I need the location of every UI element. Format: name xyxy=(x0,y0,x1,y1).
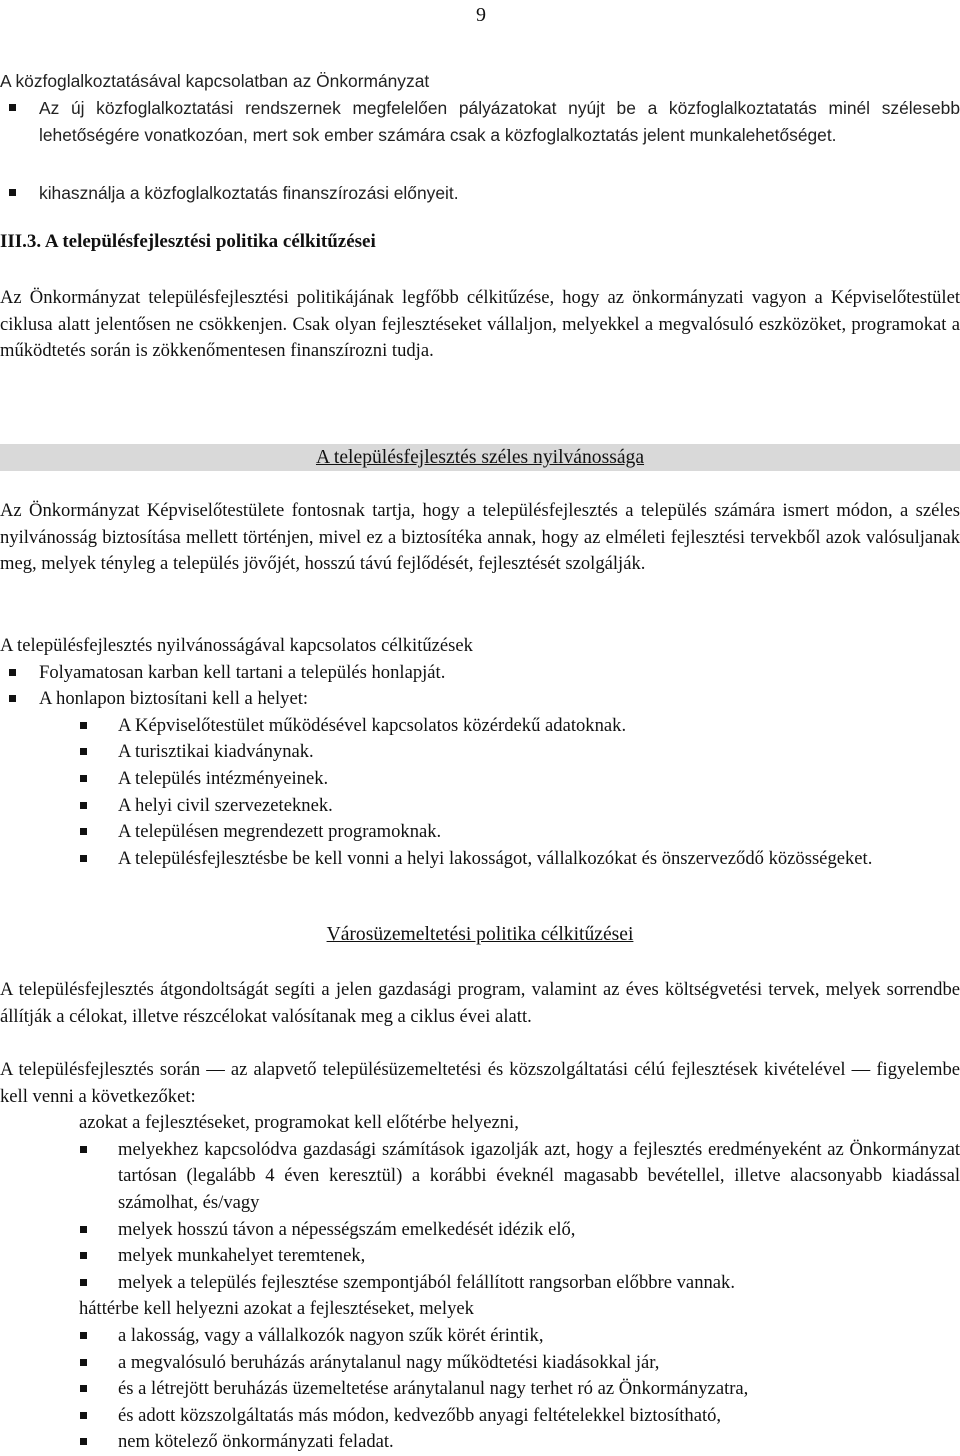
bullet-square-icon xyxy=(80,775,87,782)
bullet-square-icon xyxy=(80,1279,87,1286)
background-heading: háttérbe kell helyezni azokat a fejlesztéseket, melyek xyxy=(79,1298,474,1320)
publicity-sub-bullet-5: A településen megrendezett programoknak. xyxy=(118,821,442,843)
section3-paragraph: Az Önkormányzat településfejlesztési politikájának legfőbb célkitűzése, hogy az önkormányzati vagyon a Képviselőtestület ciklusa alatt jelentősen ne csökkenjen. Csak olyan fejlesztéseket vállaljon, melyekkel a megvalósuló eszközöket, programokat a működtetés során is zökkenőmentesen finanszírozni tudja. xyxy=(0,287,960,362)
publicity-sub-bullet-3: A település intézményeinek. xyxy=(118,767,329,789)
list-item xyxy=(0,1376,960,1403)
bullet-square-icon xyxy=(80,802,87,809)
bullet-square-icon xyxy=(80,1252,87,1259)
section-title: A településfejlesztési politika célkitűzései xyxy=(44,231,376,252)
publicity-heading: A településfejlesztés széles nyilvánossága xyxy=(0,444,960,471)
bullet-square-icon xyxy=(80,1226,87,1233)
section-number: III.3. xyxy=(0,231,42,252)
bullet-square-icon xyxy=(9,695,16,702)
publicity-bullet-2: A honlapon biztosítani kell a helyet: xyxy=(39,688,309,710)
list-item xyxy=(0,766,960,793)
list-item xyxy=(0,819,960,846)
background-bullet-5: nem kötelező önkormányzati feladat. xyxy=(118,1431,394,1453)
intro-section xyxy=(0,68,960,149)
bullet-square-icon xyxy=(80,1438,87,1445)
bullet-square-icon xyxy=(9,104,16,111)
section-heading xyxy=(0,229,960,256)
publicity-goals-block xyxy=(0,633,960,872)
bullet-square-icon xyxy=(80,855,87,862)
city-ops-paragraph2-block xyxy=(0,1057,960,1456)
list-item xyxy=(0,1243,960,1270)
list-item xyxy=(0,1429,960,1456)
publicity-paragraph: Az Önkormányzat Képviselőtestülete fontosnak tartja, hogy a településfejlesztés a település számára ismert módon, a széles nyilvánosság biztosítása mellett történjen, mivel ez a biztosítéka annak, hogy az elméleti fejlesztési tervekből azok valósuljanak meg, melyek tényleg a település jövőjét, hosszú távú fejlődését, fejlesztését szolgálják. xyxy=(0,500,960,575)
page-number: 9 xyxy=(476,4,486,26)
section3-paragraph-block xyxy=(0,285,960,365)
list-item xyxy=(0,1403,960,1430)
bullet-square-icon xyxy=(80,1385,87,1392)
list-item xyxy=(0,1323,960,1350)
publicity-goals-heading: A településfejlesztés nyilvánosságával kapcsolatos célkitűzések xyxy=(0,635,473,656)
list-item xyxy=(0,1217,960,1244)
background-bullet-2: a megvalósuló beruházás aránytalanul nagy működtetési kiadásokkal jár, xyxy=(118,1351,660,1373)
city-ops-paragraph-2: A településfejlesztés során — az alapvető településüzemeltetési és közszolgáltatási célú fejlesztések kivételével — figyelembe kell venni a következőket: xyxy=(0,1059,960,1107)
priority-bullet-1: melyekhez kapcsolódva gazdasági számítások igazolják azt, hogy a fejlesztés eredményeként az Önkormányzat tartósan (legalább 4 éven keresztül) a korábbi éveknél magasabb bevétellel, illetve alacsonyabb kiadással számolhat, és/vagy xyxy=(118,1138,960,1213)
list-item xyxy=(0,739,960,766)
city-ops-paragraph-1: A településfejlesztés átgondoltságát segíti a jelen gazdasági program, valamint az éves költségvetési tervek, melyek sorrendbe állítják a célokat, illetve részcélokat valósítanak meg a ciklus évei alatt. xyxy=(0,979,960,1027)
priority-bullet-4: melyek a település fejlesztése szempontjából felállított rangsorban előbbre vannak. xyxy=(118,1271,735,1293)
intro-heading: A közfoglalkoztatásával kapcsolatban az Önkormányzat xyxy=(0,71,430,91)
intro-bullet-2: kihasználja a közfoglalkoztatás finanszírozási előnyeit. xyxy=(39,183,459,203)
list-item xyxy=(0,686,960,713)
list-item xyxy=(0,1270,960,1297)
background-bullet-4: és adott közszolgáltatás más módon, kedvezőbb anyagi feltételekkel biztosítható, xyxy=(118,1404,722,1426)
list-item xyxy=(0,793,960,820)
bullet-square-icon xyxy=(80,722,87,729)
list-item xyxy=(0,846,960,873)
bullet-square-icon xyxy=(9,669,16,676)
list-item xyxy=(0,660,960,687)
bullet-square-icon xyxy=(80,1359,87,1366)
list-item xyxy=(0,95,960,149)
publicity-sub-bullet-2: A turisztikai kiadványnak. xyxy=(118,741,314,763)
bullet-square-icon xyxy=(80,828,87,835)
list-item xyxy=(0,1350,960,1377)
bullet-square-icon xyxy=(80,1146,87,1153)
list-item xyxy=(0,1137,960,1217)
list-item xyxy=(0,713,960,740)
background-bullet-3: és a létrejött beruházás üzemeltetése aránytalanul nagy terhet ró az Önkormányzatra, xyxy=(118,1378,749,1400)
city-ops-paragraph1-block xyxy=(0,977,960,1030)
publicity-paragraph-block xyxy=(0,498,960,578)
city-ops-heading: Városüzemeltetési politika célkitűzései xyxy=(326,924,634,945)
bullet-square-icon xyxy=(80,748,87,755)
publicity-sub-bullet-1: A Képviselőtestület működésével kapcsolatos közérdekű adatoknak. xyxy=(118,714,627,736)
background-bullet-1: a lakosság, vagy a vállalkozók nagyon szűk körét érintik, xyxy=(118,1324,544,1346)
priority-bullet-3: melyek munkahelyet teremtenek, xyxy=(118,1245,366,1267)
priority-bullet-2: melyek hosszú távon a népességszám emelkedését idézik elő, xyxy=(118,1218,576,1240)
publicity-bullet-1: Folyamatosan karban kell tartani a település honlapját. xyxy=(39,661,446,683)
intro-bullet-2-block xyxy=(0,180,960,207)
priority-heading: azokat a fejlesztéseket, programokat kell előtérbe helyezni, xyxy=(79,1112,519,1134)
intro-bullet-1: Az új közfoglalkoztatási rendszernek megfelelően pályázatokat nyújt be a közfoglalkoztatatás minél szélesebb lehetőségére vonatkozóan, mert sok ember számára csak a közfoglalkoztatás jelent munkalehetőséget. xyxy=(39,98,960,145)
bullet-square-icon xyxy=(9,189,16,196)
publicity-sub-bullet-4: A helyi civil szervezeteknek. xyxy=(118,794,333,816)
publicity-sub-bullet-6: A településfejlesztésbe be kell vonni a helyi lakosságot, vállalkozókat és önszerveződő közösségeket. xyxy=(118,847,873,869)
bullet-square-icon xyxy=(80,1332,87,1339)
list-item xyxy=(0,180,960,207)
bullet-square-icon xyxy=(80,1412,87,1419)
